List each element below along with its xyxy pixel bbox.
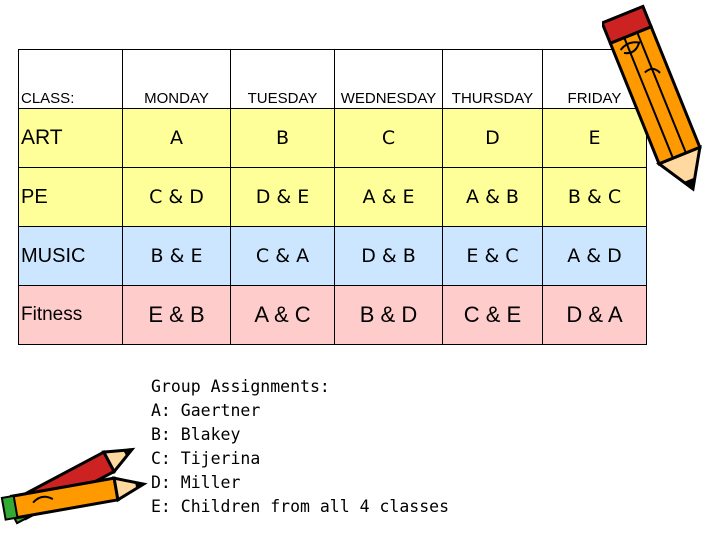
table-cell: E & C [443, 227, 543, 286]
table-cell: C [335, 109, 443, 168]
table-row-fitness [19, 286, 647, 345]
table-cell: D & E [231, 168, 335, 227]
table-cell: C & A [231, 227, 335, 286]
row-label: PE [19, 168, 123, 227]
table-cell: D & A [543, 286, 647, 345]
table-cell: A & C [231, 286, 335, 345]
crossed-pencils-icon [0, 425, 150, 537]
table-cell: B [231, 109, 335, 168]
table-cell: E [543, 109, 647, 168]
table-cell: A [123, 109, 231, 168]
group-assignments-notes [151, 375, 449, 519]
table-cell: C & E [443, 286, 543, 345]
table-cell: A & D [543, 227, 647, 286]
table-cell: B & E [123, 227, 231, 286]
table-cell: B & C [543, 168, 647, 227]
header-monday: MONDAY [123, 50, 231, 109]
header-row [19, 50, 647, 109]
notes-line: C: Tijerina [151, 449, 261, 468]
row-label: Fitness [19, 286, 123, 345]
table-cell: B & D [335, 286, 443, 345]
table-row-music [19, 227, 647, 286]
header-thursday: THURSDAY [443, 50, 543, 109]
notes-line: D: Miller [151, 473, 241, 492]
table-row-art [19, 109, 647, 168]
table-cell: D & B [335, 227, 443, 286]
table-cell: A & B [443, 168, 543, 227]
header-wednesday: WEDNESDAY [335, 50, 443, 109]
notes-line: E: Children from all 4 classes [151, 497, 450, 516]
pencil-icon [602, 0, 712, 200]
notes-line: A: Gaertner [151, 401, 261, 420]
table-cell: D [443, 109, 543, 168]
table-cell: E & B [123, 286, 231, 345]
header-class-label: CLASS: [19, 50, 123, 109]
table-row-pe [19, 168, 647, 227]
notes-line: B: Blakey [151, 425, 241, 444]
notes-title: Group Assignments: [151, 377, 330, 396]
row-label: MUSIC [19, 227, 123, 286]
table-cell: C & D [123, 168, 231, 227]
header-tuesday: TUESDAY [231, 50, 335, 109]
row-label: ART [19, 109, 123, 168]
schedule-table [18, 49, 647, 345]
header-friday: FRIDAY [543, 50, 647, 109]
table-cell: A & E [335, 168, 443, 227]
